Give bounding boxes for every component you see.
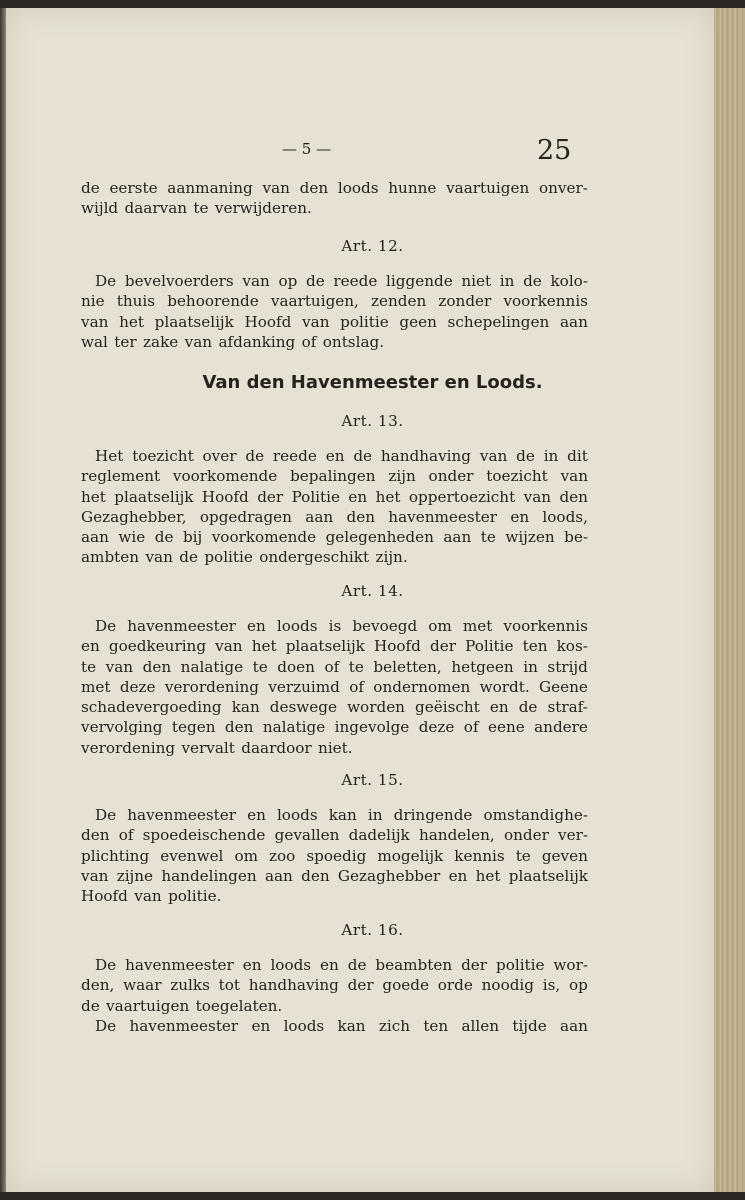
text-line xyxy=(81,886,588,906)
word: de xyxy=(353,447,373,465)
text-line xyxy=(81,717,588,737)
word: te xyxy=(81,657,97,676)
word: en xyxy=(81,637,100,656)
word: dadelijk xyxy=(348,826,410,845)
article-heading-12: Art. 12. xyxy=(341,237,404,255)
word: handelingen xyxy=(161,866,257,885)
word: vaartuigen, xyxy=(270,292,359,311)
text-line xyxy=(81,616,588,636)
word: of xyxy=(301,332,317,351)
word: het xyxy=(375,487,401,506)
word: van xyxy=(134,887,162,906)
word: wijzen xyxy=(505,528,555,547)
word: onder xyxy=(503,826,549,845)
word: de xyxy=(347,956,367,974)
word: havenmeester xyxy=(127,806,236,824)
word: vervolging xyxy=(81,718,163,737)
article-heading-14: Art. 14. xyxy=(341,582,404,600)
word: en xyxy=(247,617,266,635)
word: van xyxy=(262,179,290,197)
word: wor- xyxy=(553,956,588,974)
word: geen xyxy=(399,312,437,331)
word: opgedragen xyxy=(199,507,292,526)
word: niet xyxy=(461,272,492,290)
word: kennis xyxy=(454,846,505,865)
paragraph-1 xyxy=(81,178,588,219)
word: evenwel xyxy=(160,846,224,865)
word: reede xyxy=(333,272,378,290)
word: en xyxy=(251,1017,271,1035)
word: het xyxy=(81,487,106,506)
page-mark: — 5 — xyxy=(282,140,332,158)
word: verordening xyxy=(81,738,176,757)
word: of xyxy=(118,826,134,845)
text-line xyxy=(81,825,588,845)
text-line xyxy=(81,312,588,332)
article-heading-15: Art. 15. xyxy=(341,771,404,789)
text-line xyxy=(81,805,588,825)
word: dringende xyxy=(393,806,473,824)
text-line xyxy=(81,446,588,466)
section-heading: Van den Havenmeester en Loods. xyxy=(202,372,543,393)
word: van xyxy=(184,332,213,351)
word: oppertoezicht xyxy=(408,487,516,506)
word: plaatselijk xyxy=(285,637,365,656)
word: bepalingen xyxy=(290,467,376,486)
word: reede xyxy=(272,447,317,465)
word: be- xyxy=(564,528,588,547)
word: van xyxy=(81,312,109,331)
word: waar xyxy=(123,976,162,995)
word: zijn xyxy=(388,467,416,486)
word: wie xyxy=(118,528,146,547)
word: Het xyxy=(95,447,124,465)
paragraph-4 xyxy=(81,616,588,758)
word: het xyxy=(119,312,144,331)
word: daarvan xyxy=(124,199,188,218)
word: Geene xyxy=(539,677,588,696)
word: of xyxy=(463,718,479,737)
word: de xyxy=(179,548,198,567)
word: reglement xyxy=(81,467,161,486)
text-line xyxy=(81,697,588,717)
word: De xyxy=(95,617,117,635)
word: op xyxy=(569,976,588,995)
text-line xyxy=(81,636,588,656)
word: op xyxy=(278,272,298,290)
word: den xyxy=(559,487,588,506)
word: eerste xyxy=(109,179,158,197)
word: De xyxy=(95,956,117,974)
word: aan xyxy=(305,507,334,526)
word: den xyxy=(142,657,172,676)
word: loods xyxy=(337,179,379,197)
word: ondernomen xyxy=(373,677,471,696)
word: de xyxy=(518,698,538,717)
word: de xyxy=(516,447,535,465)
word: ver- xyxy=(558,826,588,845)
word: Politie xyxy=(291,487,340,506)
word: over xyxy=(202,447,237,465)
text-line xyxy=(81,738,588,758)
word: gevallen xyxy=(274,826,340,845)
word: in xyxy=(367,806,383,824)
word: der xyxy=(347,976,374,995)
word: ten xyxy=(423,1017,449,1035)
word: havenmeester xyxy=(125,956,234,974)
word: liggende xyxy=(386,272,453,290)
word: ter xyxy=(114,332,137,351)
word: van xyxy=(105,657,134,676)
word: deze xyxy=(119,677,156,696)
word: havenmeester xyxy=(129,1017,239,1035)
word: is, xyxy=(542,976,561,995)
word: aan xyxy=(443,528,472,547)
word: den xyxy=(299,179,329,197)
word: de xyxy=(154,528,174,547)
word: onver- xyxy=(539,179,588,197)
word: eene xyxy=(487,718,525,737)
word: met xyxy=(81,677,111,696)
word: orde xyxy=(437,976,473,995)
word: politie xyxy=(340,312,389,331)
word: goedkeuring xyxy=(108,637,207,656)
word: van xyxy=(81,866,109,885)
word: bij xyxy=(182,528,203,547)
word: of xyxy=(349,677,364,696)
word: der xyxy=(257,487,284,506)
word: Hoofd xyxy=(244,312,292,331)
word: en xyxy=(320,956,339,974)
word: kan xyxy=(328,806,357,824)
word: doen xyxy=(277,657,315,676)
word: spoedeischende xyxy=(142,826,266,845)
word: nie xyxy=(81,292,105,311)
word: beletten, xyxy=(373,657,442,676)
word: handhaving xyxy=(380,447,472,465)
word: te xyxy=(348,657,364,676)
article-heading-13: Art. 13. xyxy=(341,412,404,430)
word: wijld xyxy=(81,199,119,218)
word: bevelvoerders xyxy=(124,272,234,290)
word: toezicht xyxy=(132,447,194,465)
word: vaartuigen xyxy=(446,179,530,197)
word: politie. xyxy=(168,887,222,906)
word: gelegenheden xyxy=(325,528,434,547)
word: den xyxy=(346,507,375,526)
word: allen xyxy=(461,1017,500,1035)
text-line xyxy=(81,1016,588,1036)
word: toegelaten. xyxy=(195,996,283,1015)
word: aanmaning xyxy=(167,179,253,197)
word: behoorende xyxy=(167,292,259,311)
word: aan xyxy=(559,312,588,331)
word: en xyxy=(510,507,530,526)
word: der xyxy=(430,637,456,656)
word: en xyxy=(348,487,368,506)
word: en xyxy=(247,806,266,824)
word: Hoofd xyxy=(374,637,421,656)
word: beambten xyxy=(375,956,453,974)
word: kolo- xyxy=(550,272,588,290)
word: loods xyxy=(283,1017,325,1035)
word: aan xyxy=(81,528,109,547)
word: hetgeen xyxy=(451,657,514,676)
word: Hoofd xyxy=(201,487,249,506)
word: tegen xyxy=(171,718,216,737)
word: ondergeschikt xyxy=(259,548,370,567)
word: voorkomende xyxy=(172,467,278,486)
word: in xyxy=(543,447,559,465)
word: vervalt xyxy=(181,738,235,757)
word: toezicht xyxy=(486,467,548,486)
word: de xyxy=(523,272,542,290)
word: onder xyxy=(428,467,474,486)
page-number: 25 xyxy=(537,135,572,166)
word: zenden xyxy=(371,292,427,311)
word: Politie xyxy=(465,637,514,656)
word: goede xyxy=(382,976,429,995)
word: om xyxy=(428,617,452,635)
word: plaatselijk xyxy=(508,866,588,885)
word: plaatselijk xyxy=(154,312,234,331)
word: daardoor xyxy=(241,738,312,757)
text-line xyxy=(81,332,588,352)
text-line xyxy=(81,996,588,1016)
word: te xyxy=(252,657,268,676)
word: schepelingen xyxy=(447,312,550,331)
word: kos- xyxy=(556,637,588,656)
page-stack-edge xyxy=(714,8,745,1192)
word: van xyxy=(479,447,508,465)
word: der xyxy=(461,956,488,974)
text-line xyxy=(81,846,588,866)
word: de xyxy=(81,179,100,197)
word: andere xyxy=(534,718,588,737)
word: verordening xyxy=(164,677,259,696)
word: aan xyxy=(560,1017,588,1035)
word: deswege xyxy=(269,698,337,717)
word: den, xyxy=(81,976,115,995)
word: zake xyxy=(143,332,179,351)
word: van xyxy=(242,272,270,290)
word: strijd xyxy=(547,657,588,676)
word: handelen, xyxy=(418,826,495,845)
word: om xyxy=(234,846,258,865)
text-line xyxy=(81,955,588,975)
text-line xyxy=(81,198,588,218)
text-line xyxy=(81,178,588,198)
word: zijne xyxy=(116,866,154,885)
word: Gezaghebber, xyxy=(81,507,187,526)
word: politie xyxy=(204,548,253,567)
word: in xyxy=(523,657,538,676)
word: van xyxy=(560,467,588,486)
word: afdanking xyxy=(218,332,296,351)
word: met xyxy=(462,617,493,635)
word: de xyxy=(81,996,100,1015)
word: deze xyxy=(418,718,455,737)
word: in xyxy=(499,272,515,290)
word: plaatselijk xyxy=(114,487,194,506)
word: aan xyxy=(264,866,293,885)
word: loods, xyxy=(542,507,588,526)
word: niet. xyxy=(318,738,353,757)
text-line xyxy=(81,271,588,291)
word: loods xyxy=(276,617,318,635)
word: politie xyxy=(495,956,545,974)
word: ingevolge xyxy=(334,718,410,737)
text-line xyxy=(81,677,588,697)
word: dit xyxy=(567,447,588,465)
word: loods xyxy=(276,806,318,824)
text-line xyxy=(81,507,588,527)
word: tijde xyxy=(512,1017,547,1035)
word: verwijderen. xyxy=(214,199,312,218)
word: Gezaghebber xyxy=(337,866,441,885)
word: de xyxy=(245,447,265,465)
word: zonder xyxy=(438,292,492,311)
word: havenmeester xyxy=(127,617,236,635)
word: zijn. xyxy=(375,548,408,567)
word: zulks xyxy=(170,976,210,995)
word: loods xyxy=(270,956,312,974)
word: voorkennis xyxy=(503,292,588,311)
word: van xyxy=(302,312,330,331)
word: De xyxy=(95,272,117,290)
word: en xyxy=(325,447,345,465)
word: ontslag. xyxy=(322,332,385,351)
word: havenmeester xyxy=(388,507,498,526)
word: is xyxy=(328,617,342,635)
word: den xyxy=(301,866,330,885)
word: schadevergoeding xyxy=(81,698,222,717)
paragraph-6 xyxy=(81,955,588,1016)
word: zoo xyxy=(269,846,296,865)
article-heading-16: Art. 16. xyxy=(341,921,404,939)
word: voorkennis xyxy=(503,617,588,635)
word: verzuimd xyxy=(268,677,340,696)
word: wal xyxy=(81,332,108,351)
paragraph-3 xyxy=(81,446,588,568)
word: ambten xyxy=(81,548,140,567)
word: te xyxy=(193,199,209,218)
word: en xyxy=(448,866,468,885)
word: en xyxy=(489,698,509,717)
word: hunne xyxy=(388,179,437,197)
word: kan xyxy=(231,698,260,717)
word: worden xyxy=(347,698,405,717)
paragraph-2 xyxy=(81,271,588,352)
word: bevoegd xyxy=(352,617,418,635)
word: De xyxy=(95,1017,117,1035)
word: voorkomende xyxy=(211,528,317,547)
word: den xyxy=(224,718,254,737)
paragraph-7 xyxy=(81,1016,588,1036)
word: plichting xyxy=(81,846,150,865)
word: kan xyxy=(337,1017,366,1035)
text-line xyxy=(81,487,588,507)
word: handhaving xyxy=(248,976,339,995)
text-line xyxy=(81,657,588,677)
word: geëischt xyxy=(415,698,480,717)
word: noodig xyxy=(481,976,535,995)
word: of xyxy=(324,657,340,676)
word: spoedig xyxy=(306,846,367,865)
word: en xyxy=(242,956,262,974)
word: wordt. xyxy=(479,677,530,696)
word: zich xyxy=(378,1017,411,1035)
word: straf- xyxy=(547,698,588,717)
word: nalatige xyxy=(262,718,326,737)
word: tot xyxy=(218,976,240,995)
text-line xyxy=(81,975,588,995)
word: geven xyxy=(541,846,588,865)
text-line xyxy=(81,866,588,886)
paragraph-5 xyxy=(81,805,588,906)
word: het xyxy=(251,637,277,656)
word: de xyxy=(306,272,325,290)
word: van xyxy=(215,637,243,656)
word: van xyxy=(145,548,173,567)
text-line xyxy=(81,466,588,486)
word: De xyxy=(95,806,117,824)
word: mogelijk xyxy=(377,846,444,865)
word: omstandighe- xyxy=(483,806,588,824)
text-line xyxy=(81,527,588,547)
word: nalatige xyxy=(180,657,244,676)
word: te xyxy=(480,528,496,547)
word: vaartuigen xyxy=(106,996,190,1015)
word: thuis xyxy=(116,292,156,311)
word: ten xyxy=(522,637,548,656)
text-line xyxy=(81,547,588,567)
word: den xyxy=(81,826,110,845)
word: Hoofd xyxy=(81,887,128,906)
word: van xyxy=(523,487,552,506)
word: het xyxy=(475,866,501,885)
word: te xyxy=(515,846,531,865)
text-line xyxy=(81,291,588,311)
